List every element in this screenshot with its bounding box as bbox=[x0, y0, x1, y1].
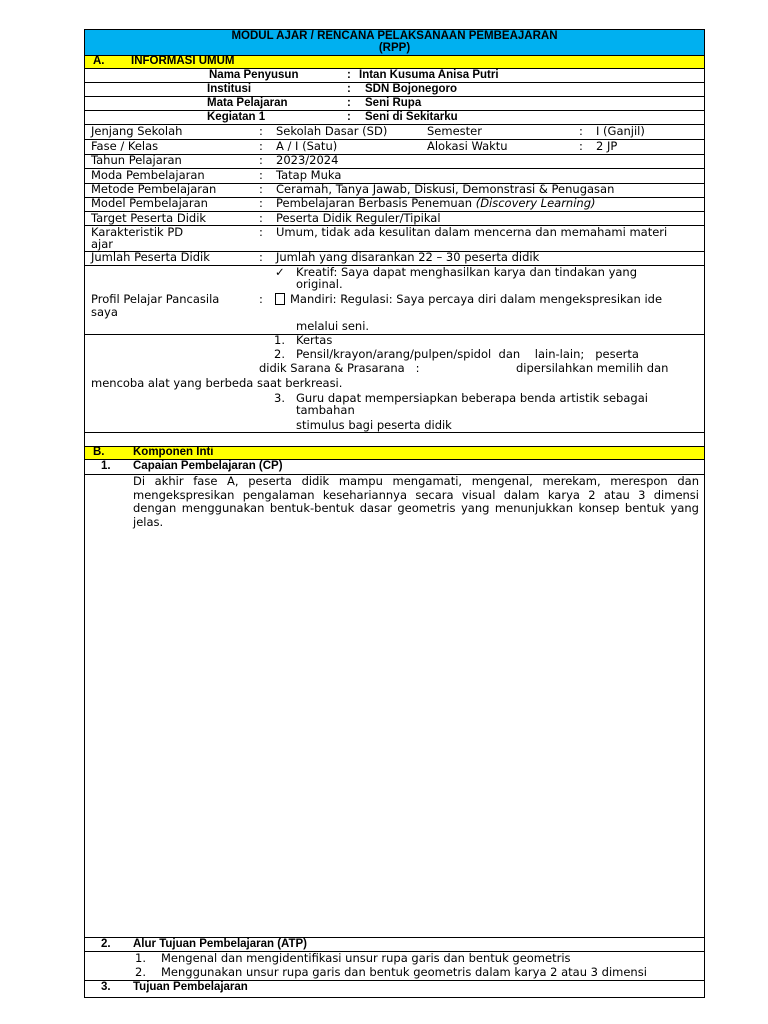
info-sep: : bbox=[259, 292, 263, 306]
info-label: Jumlah Peserta Didik bbox=[91, 250, 210, 264]
atp-item-number: 1. bbox=[135, 951, 146, 965]
cp-number: 1. bbox=[101, 460, 111, 472]
info-value-italic: (Discovery Learning) bbox=[475, 196, 596, 210]
info-sep: : bbox=[259, 153, 263, 167]
profil-item-2: Mandiri: Regulasi: Saya percaya diri dalam mengekspresikan ide bbox=[290, 292, 663, 306]
identity-sep: : bbox=[347, 83, 351, 95]
box-icon bbox=[275, 293, 285, 307]
info-sep: : bbox=[259, 168, 263, 182]
info-value: Ceramah, Tanya Jawab, Diskusi, Demonstrasi & Penugasan bbox=[276, 182, 615, 196]
info-sep: : bbox=[259, 225, 263, 239]
sarana-item-2-cont: dipersilahkan memilih dan bbox=[516, 361, 669, 375]
atp-item-number: 2. bbox=[135, 965, 146, 979]
cp-text: Di akhir fase A, peserta didik mampu mengamati, mengenal, merekam, merespon dan mengekspresikan pengalaman kesehariannya secara visual dalam karya 2 atau 3 dimensi dengan menggunakan bentuk-bentuk dasar geometris yang menunjukkan konsep bentuk yang jelas. bbox=[133, 474, 699, 529]
sarana-item-3-line-3: stimulus bagi peserta didik bbox=[296, 418, 452, 432]
info-label: Moda Pembelajaran bbox=[91, 168, 205, 182]
identity-value: Intan Kusuma Anisa Putri bbox=[359, 69, 499, 81]
sarana-row bbox=[84, 335, 705, 433]
identity-row bbox=[84, 111, 705, 125]
sarana-number: 1. bbox=[274, 333, 285, 347]
info-sep: : bbox=[259, 124, 263, 138]
info-sep: : bbox=[259, 196, 263, 210]
section-a-header bbox=[84, 56, 705, 69]
identity-label: Kegiatan 1 bbox=[207, 111, 266, 123]
title-line-1: MODUL AJAR / RENCANA PELAKSANAAN PEMBEAJARAN bbox=[231, 30, 558, 42]
info-value: Sekolah Dasar (SD) bbox=[276, 124, 388, 138]
info-label: Karakteristik PD bbox=[91, 225, 184, 239]
identity-label: Mata Pelajaran bbox=[207, 97, 288, 109]
identity-value: Seni di Sekitarku bbox=[365, 111, 458, 123]
info-value: 2023/2024 bbox=[276, 153, 339, 167]
info-row-model bbox=[84, 198, 705, 212]
info-label: Model Pembelajaran bbox=[91, 196, 208, 210]
atp-header bbox=[84, 938, 705, 952]
info-row-target bbox=[84, 212, 705, 226]
profil-label: Profil Pelajar Pancasila bbox=[91, 292, 220, 306]
identity-row bbox=[84, 69, 705, 83]
identity-label: Nama Penyusun bbox=[209, 69, 299, 81]
info-value: Peserta Didik Reguler/Tipikal bbox=[276, 211, 441, 225]
atp-title: Alur Tujuan Pembelajaran (ATP) bbox=[133, 938, 308, 950]
info-value-2: I (Ganjil) bbox=[596, 124, 645, 138]
info-label: Fase / Kelas bbox=[91, 139, 159, 153]
info-row-jumlah bbox=[84, 252, 705, 266]
identity-value: SDN Bojonegoro bbox=[365, 83, 457, 95]
profil-item-1-line-2: original. bbox=[296, 277, 343, 291]
info-label-line-2: ajar bbox=[91, 237, 114, 251]
info-value-text: Pembelajaran Berbasis Penemuan bbox=[276, 196, 473, 210]
section-b-title: Komponen Inti bbox=[133, 446, 214, 458]
atp-item: Menggunakan unsur rupa garis dan bentuk geometris dalam karya 2 atau 3 dimensi bbox=[161, 965, 647, 979]
sarana-number: 2. bbox=[274, 347, 285, 361]
info-value: Jumlah yang disarankan 22 – 30 peserta didik bbox=[276, 250, 540, 264]
identity-row bbox=[84, 83, 705, 97]
info-label: Target Peserta Didik bbox=[91, 211, 207, 225]
identity-sep: : bbox=[347, 111, 351, 123]
info-row-jenjang bbox=[84, 125, 705, 140]
atp-number: 2. bbox=[101, 938, 111, 950]
tp-header bbox=[84, 981, 705, 998]
info-sep: : bbox=[579, 139, 583, 153]
section-b-number: B. bbox=[93, 446, 105, 458]
info-label: Tahun Pelajaran bbox=[91, 153, 182, 167]
cp-title: Capaian Pembelajaran (CP) bbox=[133, 460, 283, 472]
info-sep: : bbox=[579, 124, 583, 138]
identity-sep: : bbox=[347, 69, 351, 81]
info-sep: : bbox=[259, 182, 263, 196]
info-row-karakteristik bbox=[84, 226, 705, 252]
info-value-2: 2 JP bbox=[596, 139, 618, 153]
identity-sep: : bbox=[347, 97, 351, 109]
info-label: Metode Pembelajaran bbox=[91, 182, 217, 196]
sarana-label: didik Sarana & Prasarana : bbox=[259, 361, 420, 375]
profil-row bbox=[84, 266, 705, 335]
identity-row bbox=[84, 97, 705, 111]
sarana-item-3: Guru dapat mempersiapkan beberapa benda artistik sebagai bbox=[296, 391, 648, 405]
sarana-item-1: Kertas bbox=[296, 333, 333, 347]
sarana-item-2-line-3: mencoba alat yang berbeda saat berkreasi. bbox=[91, 376, 343, 390]
info-value: A / I (Satu) bbox=[276, 139, 338, 153]
tp-title: Tujuan Pembelajaran bbox=[133, 981, 248, 993]
info-value: Tatap Muka bbox=[276, 168, 342, 182]
spacer-row bbox=[84, 433, 705, 447]
section-b-header bbox=[84, 447, 705, 460]
sarana-item-2: Pensil/krayon/arang/pulpen/spidol dan lain-lain; peserta bbox=[296, 347, 639, 361]
info-label-2: Alokasi Waktu bbox=[427, 139, 508, 153]
section-a-title: INFORMASI UMUM bbox=[131, 55, 235, 67]
identity-label: Institusi bbox=[207, 83, 252, 95]
info-sep: : bbox=[259, 250, 263, 264]
tp-number: 3. bbox=[101, 981, 111, 993]
cp-header bbox=[84, 460, 705, 475]
document-title bbox=[84, 29, 705, 56]
atp-list bbox=[84, 952, 705, 981]
sarana-item-3-line-2: tambahan bbox=[296, 403, 355, 417]
info-value bbox=[276, 197, 595, 210]
section-a-number: A. bbox=[93, 55, 105, 67]
title-line-2: (RPP) bbox=[378, 42, 411, 54]
profil-label-line-2: saya bbox=[91, 305, 118, 319]
info-value: Umum, tidak ada kesulitan dalam mencerna dan memahami materi bbox=[276, 225, 668, 239]
profil-item-1: Kreatif: Saya dapat menghasilkan karya dan tindakan yang bbox=[296, 265, 638, 279]
info-sep: : bbox=[259, 139, 263, 153]
info-label: Jenjang Sekolah bbox=[91, 124, 183, 138]
sarana-number: 3. bbox=[274, 391, 285, 405]
cp-body bbox=[84, 475, 705, 938]
identity-value: Seni Rupa bbox=[365, 97, 422, 109]
info-row-tahun bbox=[84, 155, 705, 169]
profil-item-2-line-2: melalui seni. bbox=[296, 319, 370, 333]
check-icon: ✓ bbox=[275, 265, 285, 279]
atp-item: Mengenal dan mengidentifikasi unsur rupa garis dan bentuk geometris bbox=[161, 951, 571, 965]
info-label-2: Semester bbox=[427, 124, 482, 138]
info-sep: : bbox=[259, 211, 263, 225]
